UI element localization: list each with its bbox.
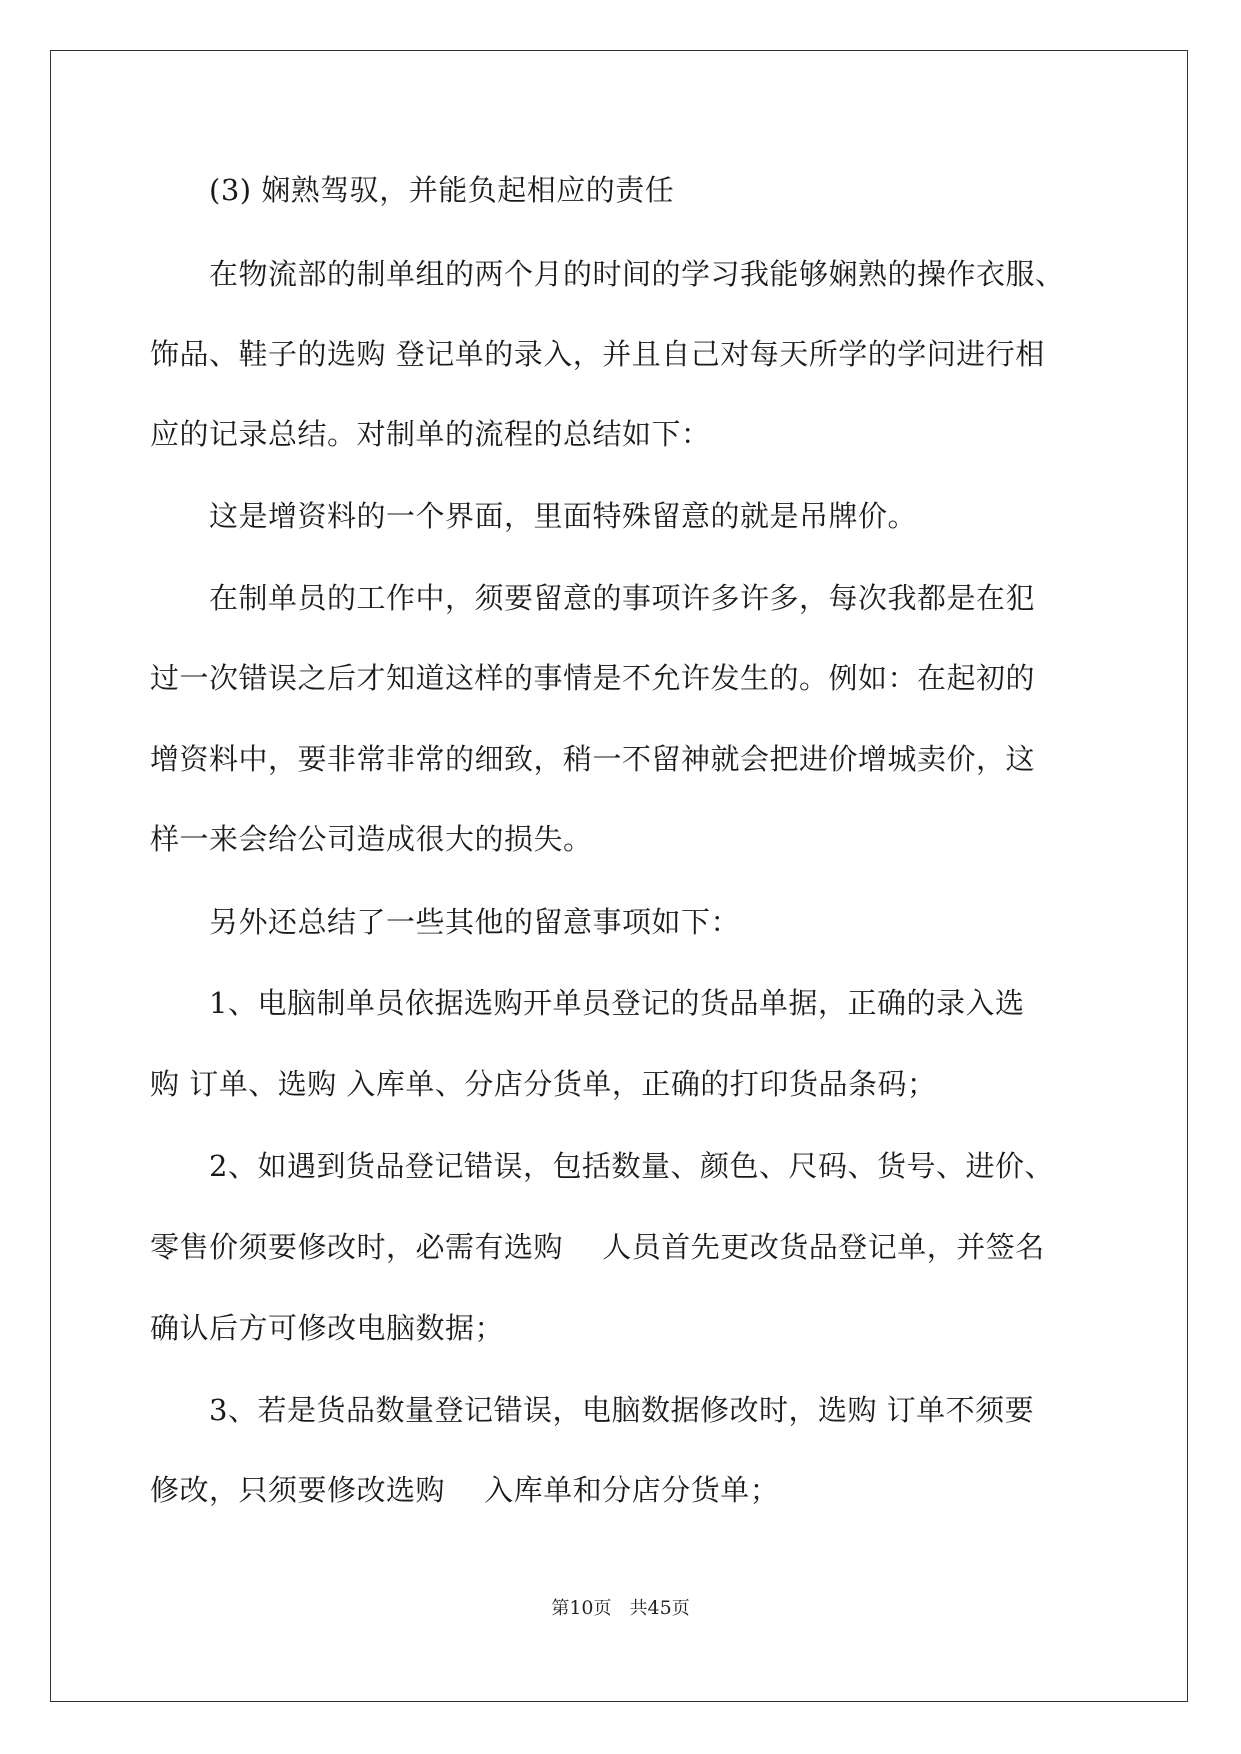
page-border xyxy=(50,50,1188,1702)
paragraph-line: 过一次错误之后才知道这样的事情是不允许发生的。例如：在起初的 xyxy=(150,661,1036,695)
paragraph-line: 零售价须要修改时，必需有选购 人员首先更改货品登记单，并签名 xyxy=(150,1230,1045,1264)
paragraph-line: 在物流部的制单组的两个月的时间的学习我能够娴熟的操作衣服、 xyxy=(150,257,1065,291)
paragraph-line: 另外还总结了一些其他的留意事项如下： xyxy=(150,905,741,939)
paragraph-line: 3、若是货品数量登记错误，电脑数据修改时，选购 订单不须要 xyxy=(150,1393,1035,1427)
page-footer xyxy=(0,1594,1241,1620)
paragraph-line: 饰品、鞋子的选购 登记单的录入，并且自己对每天所学的学问进行相 xyxy=(150,337,1045,371)
paragraph-line: 确认后方可修改电脑数据； xyxy=(150,1311,505,1345)
footer-middle: 页 共 xyxy=(593,1598,648,1619)
paragraph-line: 2、如遇到货品登记错误，包括数量、颜色、尺码、货号、进价、 xyxy=(150,1149,1054,1183)
current-page-number: 10 xyxy=(569,1597,594,1619)
paragraph-line: 增资料中，要非常非常的细致，稍一不留神就会把进价增城卖价，这 xyxy=(150,742,1036,776)
paragraph-line: 应的记录总结。对制单的流程的总结如下： xyxy=(150,417,711,451)
paragraph-line: 这是增资料的一个界面，里面特殊留意的就是吊牌价。 xyxy=(150,499,918,533)
paragraph-line: 购 订单、选购 入库单、分店分货单，正确的打印货品条码； xyxy=(150,1067,937,1101)
paragraph-line: 在制单员的工作中，须要留意的事项许多许多，每次我都是在犯 xyxy=(150,581,1036,615)
paragraph-line: 修改，只须要修改选购 入库单和分店分货单； xyxy=(150,1473,780,1507)
paragraph-line: 1、电脑制单员依据选购开单员登记的货品单据，正确的录入选 xyxy=(150,986,1025,1020)
footer-suffix: 页 xyxy=(671,1598,690,1619)
paragraph-line: 样一来会给公司造成很大的损失。 xyxy=(150,822,593,856)
footer-prefix: 第 xyxy=(551,1598,570,1619)
paragraph-line: (3) 娴熟驾驭，并能负起相应的责任 xyxy=(150,173,675,207)
total-page-count: 45 xyxy=(647,1597,672,1619)
